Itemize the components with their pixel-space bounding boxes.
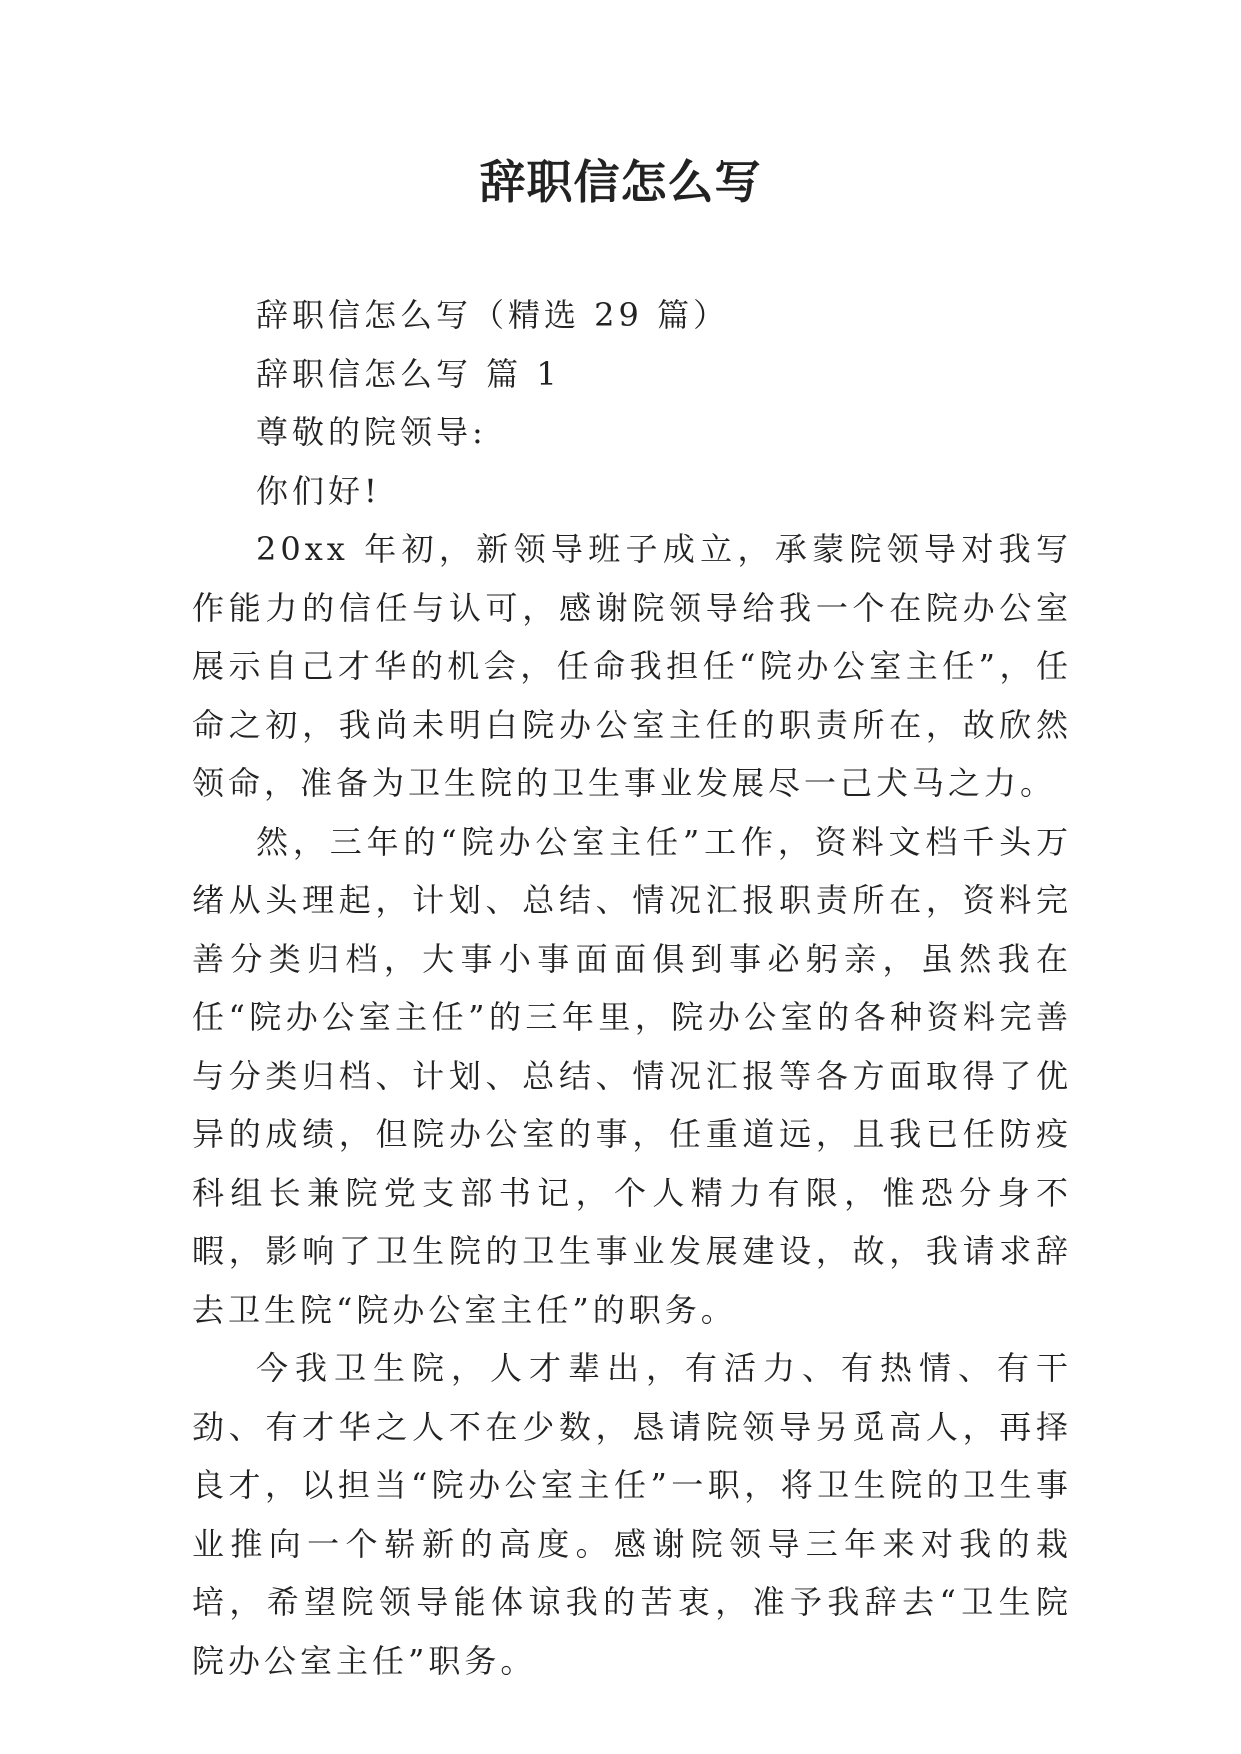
salutation: 尊敬的院领导: [256,413,487,451]
paragraph: 20xx 年初，新领导班子成立，承蒙院领导对我写作能力的信任与认可，感谢院领导给我一个在院办公室展示自己才华的机会，任命我担任“院办公室主任”，任命之初，我尚未明白院办公室主任的职责所在，故欣然领命，准备为卫生院的卫生事业发展尽一己犬马之力。 [192,530,1072,802]
greeting: 你们好! [256,471,381,510]
paragraph: 今我卫生院，人才辈出，有活力、有热情、有干劲、有才华之人不在少数，恳请院领导另觅高人，再择良才，以担当“院办公室主任”一职，将卫生院的卫生事业推向一个崭新的高度。感谢院领导三年来对我的栽培，希望院领导能体谅我的苦衷，准予我辞去“卫生院院办公室主任”职务。 [192,1349,1072,1680]
section-heading: 辞职信怎么写 篇 1 [256,354,561,393]
document-title: 辞职信怎么写 [479,155,762,209]
subtitle-line: 辞职信怎么写（精选 29 篇） [256,296,730,334]
document-body [192,286,1072,1690]
paragraph: 然，三年的“院办公室主任”工作，资料文档千头万绪从头理起，计划、总结、情况汇报职责所在，资料完善分类归档，大事小事面面俱到事必躬亲，虽然我在任“院办公室主任”的三年里，院办公室的各种资料完善与分类归档、计划、总结、情况汇报等各方面取得了优异的成绩，但院办公室的事，任重道远，且我已任防疫科组长兼院党支部书记，个人精力有限，惟恐分身不暇，影响了卫生院的卫生事业发展建设，故，我请求辞去卫生院“院办公室主任”的职务。 [192,822,1072,1329]
